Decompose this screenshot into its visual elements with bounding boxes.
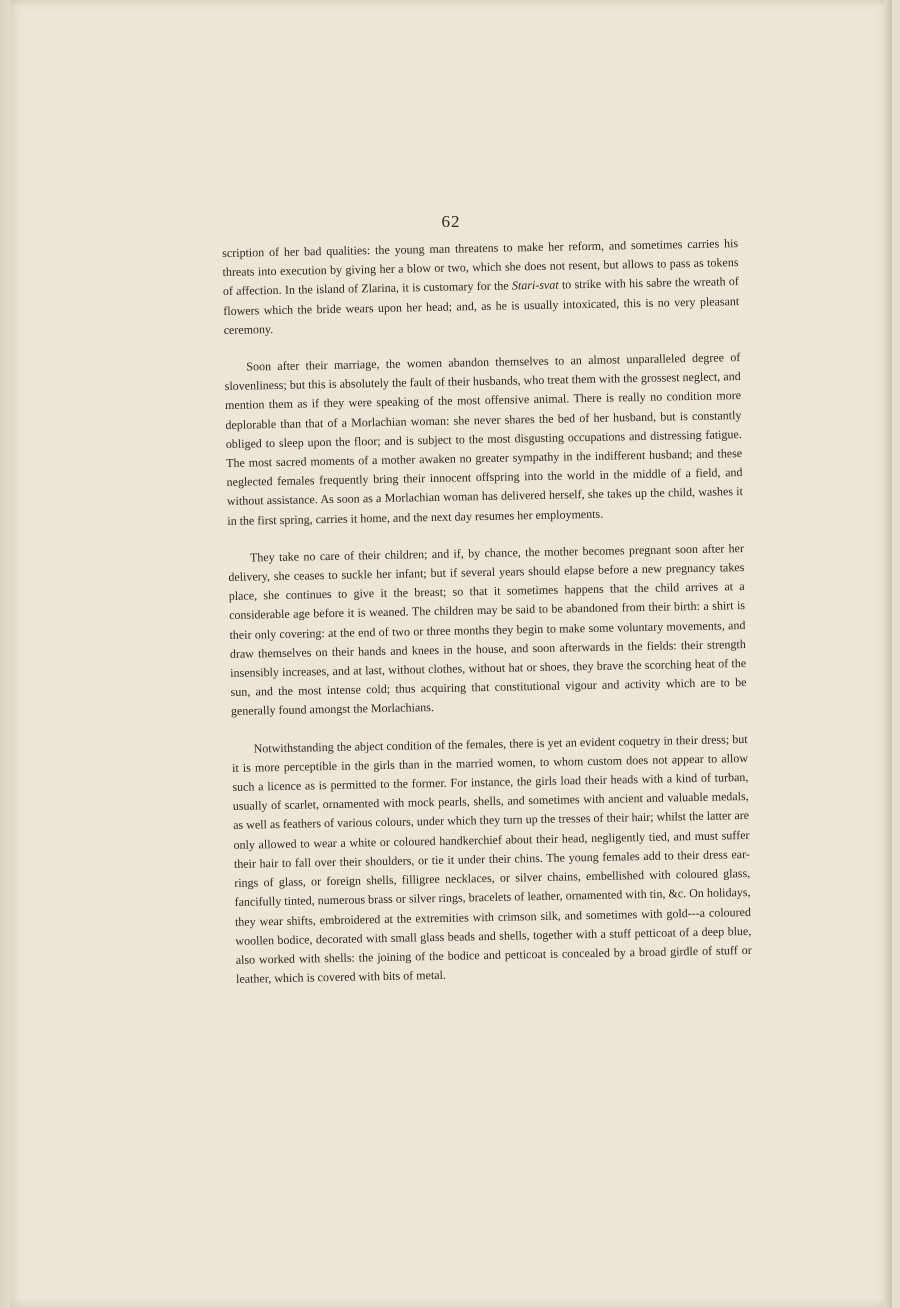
text-run: Notwithstanding the abject condition of the females, there is yet an evident coquetry in their dress; but it is more perceptible in the girls than in the married women, to whom custom does not appear to allow such a licence as is permitted to the former. For instance, the girls load their heads with a kind of turban, usually of scarlet, ornamented with mock pearls, shells, and sometimes with ancient and valuable medals, as well as feathers of various colours, under which they turn up the tresses of their hair; whilst the latter are only allowed to wear a white or coloured handkerchief about their head, negligently tied, and must suffer their hair to fall over their shoulders, or tie it under their chins. The young females add to their dress ear-rings of glass, or foreign shells, filligree necklaces, or silver chains, embellished with coloured glass, fancifully tinted, numerous brass or silver rings, bracelets of leather, ornamented with tin, &c. On holidays, they wear shifts, embroidered at the extremities with crimson silk, and sometimes with gold---a coloured woollen bodice, decorated with small glass beads and shells, together with a stuff petticoat of a deep blue, also worked with shells: the joining of the bodice and petticoat is concealed by a broad girdle of stuff or leather, which is covered with bits of metal. (231, 731, 752, 986)
page-number: 62 (441, 212, 461, 231)
paragraph-3 (228, 539, 747, 722)
page-left-edge (0, 0, 10, 1308)
text-run: scription of her bad qualities: the young man threatens to make her reform, and sometimes carries his threats into execution by giving her a blow or two, which she does not resent, but allows to pass as tokens of affection. In the island of Zlarina, it is customary for the (222, 236, 739, 299)
text-run: They take no care of their children; and if, by chance, the mother becomes pregnant soon after her delivery, she ceases to suckle her infant; but if several years should elapse before a new pregnancy takes place, she continues to give it the breast; so that it sometimes happens that the child arrives at a considerable age before it is weaned. The children may be said to be abandoned from their birth: a shirt is their only covering: at the end of two or three months they begin to make some voluntary movements, and draw themselves on their hands and knees in the house, and soon afterwards in the fields: their strength insensibly increases, and at last, without clothes, without hat or shoes, they brave the scorching heat of the sun, and the most intense cold; thus acquiring that constitutional vigour and activity which are to be generally found amongst the Morlachians. (228, 540, 747, 719)
paragraph-4 (232, 730, 753, 990)
page-right-edge (884, 0, 892, 1308)
book-page (10, 0, 892, 1308)
text-run: to strike with his sabre the wreath of flowers which the bride wears upon her head; and, as he is usually intoxicated, this is no very pleasant ceremony. (223, 274, 740, 337)
paragraph-1 (222, 234, 740, 340)
text-run: Soon after their marriage, the women abandon themselves to an almost unparalleled degree of slovenliness; but this is absolutely the fault of their husbands, who treat them with the grossest neglect, and mention them as if they were speaking of the most offensive animal. There is really no condition more deplorable than that of a Morlachian woman: she never shares the bed of her husband, but is constantly obliged to sleep upon the floor; and is subject to the most disgusting occupations and distressing fatigue. The most sacred moments of a mother awaken no greater sympathy in the indifferent husband; and these neglected females frequently bring their innocent offspring into the world in the middle of a field, and without assistance. As soon as a Morlachian woman has delivered herself, she takes up the child, washes it in the first spring, carries it home, and the next day resumes her employments. (224, 350, 743, 528)
italic-term: Stari-svat (511, 277, 559, 293)
body-text (222, 234, 753, 1007)
paragraph-2 (224, 348, 743, 531)
